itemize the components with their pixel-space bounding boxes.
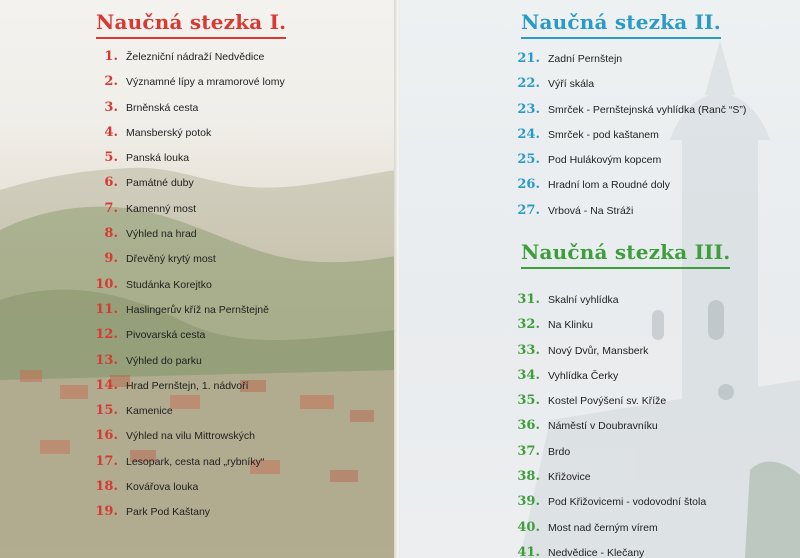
trail-stop <box>502 367 792 392</box>
trail-stop <box>80 73 380 98</box>
trail-stop <box>502 392 792 417</box>
stop-number: 5. <box>104 150 118 166</box>
trail-stop <box>80 478 380 503</box>
trail-stop <box>80 352 380 377</box>
trail-stop <box>502 151 792 176</box>
stop-name: Památné duby <box>126 177 194 190</box>
stop-number: 32. <box>517 317 540 333</box>
trail-stop <box>502 291 792 316</box>
trail-stop <box>502 443 792 468</box>
trail-stop <box>502 101 792 126</box>
trail-2-stop-list <box>502 50 792 227</box>
trail-stop <box>80 427 380 452</box>
stop-number: 31. <box>517 292 540 307</box>
stop-number: 37. <box>517 443 540 459</box>
stop-number: 12. <box>95 327 118 343</box>
stop-name: Smrček - pod kaštanem <box>548 128 659 141</box>
stop-name: Výhled na hrad <box>126 228 197 241</box>
trail-stop <box>80 250 380 275</box>
stop-number: 14. <box>95 377 118 393</box>
stop-number: 27. <box>517 202 540 218</box>
trail-stop <box>502 202 792 227</box>
stop-name: Lesopark, cesta nad „rybníky“ <box>126 455 265 468</box>
trail-stop <box>502 75 792 100</box>
stop-number: 16. <box>95 428 118 444</box>
stop-number: 23. <box>517 101 540 117</box>
stop-name: Vrbová - Na Stráži <box>548 204 634 217</box>
stop-name: Náměstí v Doubravníku <box>548 420 658 433</box>
stop-name: Výří skála <box>548 78 595 91</box>
stop-name: Park Pod Kaštany <box>126 506 211 519</box>
stop-number: 26. <box>517 177 540 193</box>
trail-stop <box>80 48 380 73</box>
trail-1-heading: Naučná stezka I. <box>96 10 286 34</box>
stop-number: 4. <box>104 124 118 140</box>
stop-name: Hrad Pernštejn, 1. nádvoří <box>126 379 249 392</box>
stop-number: 40. <box>517 519 540 535</box>
stop-name: Panská louka <box>126 152 190 165</box>
stop-number: 15. <box>95 403 118 419</box>
stop-name: Pivovarská cesta <box>126 329 206 342</box>
trail-stop <box>502 126 792 151</box>
trail-stop <box>80 124 380 149</box>
stop-name: Pod Hulákovým kopcem <box>548 154 662 167</box>
stop-name: Na Klinku <box>548 319 593 332</box>
stop-name: Kamenice <box>126 405 173 418</box>
stop-name: Hradní lom a Roudné doly <box>548 179 670 192</box>
trail-stop <box>502 544 792 558</box>
stop-number: 34. <box>517 367 540 383</box>
trail-stop <box>502 342 792 367</box>
stop-number: 39. <box>517 494 540 510</box>
right-page <box>400 0 800 558</box>
stop-number: 24. <box>517 126 540 142</box>
trail-stop <box>80 453 380 478</box>
trail-stop <box>80 99 380 124</box>
stop-number: 2. <box>104 74 118 90</box>
trail-stop <box>80 301 380 326</box>
trail-stop <box>80 326 380 351</box>
stop-number: 35. <box>517 393 540 409</box>
trail-stop <box>80 200 380 225</box>
trail-stop <box>502 50 792 75</box>
stop-name: Brněnská cesta <box>126 101 199 114</box>
trail-stop <box>502 493 792 518</box>
left-page <box>0 0 396 558</box>
stop-number: 41. <box>517 544 540 558</box>
stop-number: 7. <box>104 200 118 216</box>
stop-name: Most nad černým vírem <box>548 521 658 534</box>
stop-number: 9. <box>104 251 118 267</box>
trail-2-heading: Naučná stezka II. <box>521 10 721 34</box>
stop-number: 3. <box>104 99 118 115</box>
trail-stop <box>80 174 380 199</box>
stop-number: 36. <box>517 418 540 434</box>
stop-name: Mansberský potok <box>126 126 212 139</box>
stop-number: 11. <box>95 301 118 317</box>
stop-number: 10. <box>95 276 118 292</box>
stop-number: 13. <box>95 352 118 368</box>
stop-name: Železniční nádraží Nedvědice <box>126 51 265 63</box>
trail-1-heading-underline <box>96 37 286 39</box>
stop-name: Smrček - Pernštejnská vyhlídka (Ranč “S”) <box>548 103 747 116</box>
trail-stop <box>502 316 792 341</box>
stop-number: 25. <box>517 152 540 168</box>
stop-number: 21. <box>517 51 540 66</box>
stop-name: Kovářova louka <box>126 481 199 494</box>
stop-name: Výhled na vilu Mittrowských <box>126 430 255 443</box>
trail-2-heading-underline <box>521 37 721 39</box>
trail-stop <box>80 276 380 301</box>
stop-number: 8. <box>104 226 118 242</box>
stop-number: 33. <box>517 342 540 358</box>
trail-stop <box>502 519 792 544</box>
trail-stop <box>80 149 380 174</box>
trail-1-stop-list <box>80 48 380 529</box>
stop-number: 19. <box>95 504 118 520</box>
stop-name: Vyhlídka Čerky <box>548 369 619 382</box>
stop-name: Výhled do parku <box>126 354 202 367</box>
trail-3-heading-underline <box>521 267 730 269</box>
stop-name: Zadní Pernštejn <box>548 53 623 65</box>
stop-name: Haslingerův kříž na Pernštejně <box>126 303 269 316</box>
trail-stop <box>80 225 380 250</box>
stop-name: Významné lípy a mramorové lomy <box>126 76 285 89</box>
stop-name: Studánka Korejtko <box>126 278 212 291</box>
trail-stop <box>80 377 380 402</box>
trail-stop <box>502 176 792 201</box>
trail-stop <box>502 468 792 493</box>
trail-3-stop-list <box>502 291 792 558</box>
stop-name: Nový Dvůr, Mansberk <box>548 344 649 357</box>
stop-name: Skalní vyhlídka <box>548 294 619 306</box>
stop-name: Dřevěný krytý most <box>126 253 216 266</box>
stop-name: Pod Křižovicemi - vodovodní štola <box>548 496 707 509</box>
stop-number: 1. <box>104 49 118 64</box>
trail-stop <box>80 503 380 528</box>
stop-number: 22. <box>517 76 540 92</box>
stop-number: 17. <box>95 453 118 469</box>
stop-number: 18. <box>95 479 118 495</box>
stop-name: Kamenný most <box>126 202 197 215</box>
trail-stop <box>80 402 380 427</box>
stop-name: Kostel Povýšení sv. Kříže <box>548 395 667 408</box>
trail-stop <box>502 417 792 442</box>
stop-name: Nedvědice - Klečany <box>548 546 645 558</box>
trail-3-heading: Naučná stezka III. <box>521 240 730 264</box>
stop-name: Křižovice <box>548 471 591 484</box>
stop-number: 38. <box>517 469 540 485</box>
stop-number: 6. <box>104 175 118 191</box>
stop-name: Brdo <box>548 445 571 458</box>
